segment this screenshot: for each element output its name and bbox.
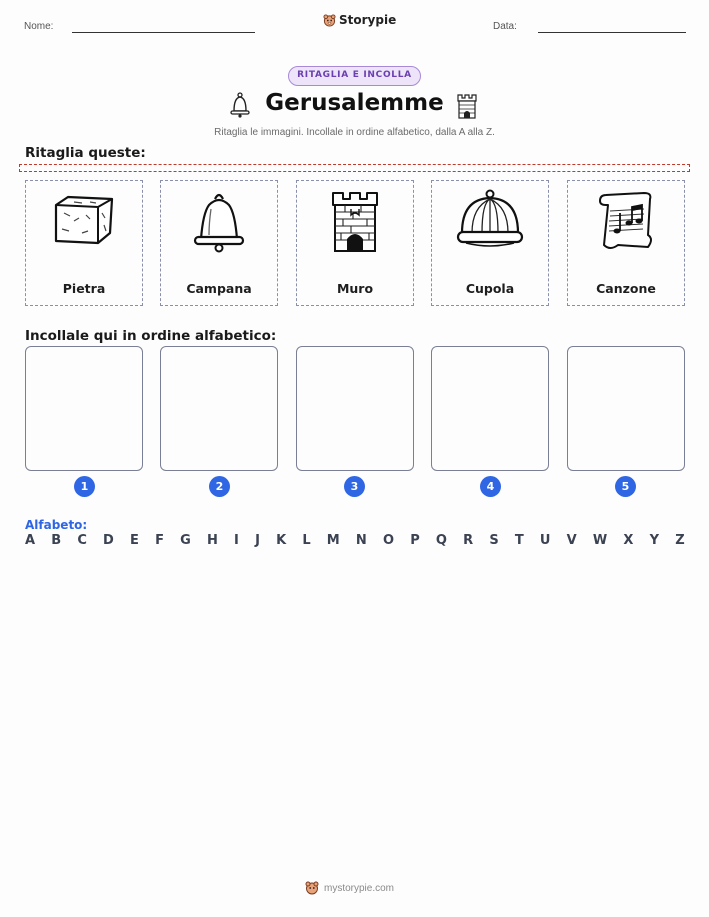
cut-line	[19, 164, 690, 172]
alphabet-letter: N	[355, 533, 367, 548]
alphabet-letter: V	[566, 533, 577, 548]
card-label: Cupola	[465, 281, 515, 296]
cut-card-muro[interactable]	[296, 180, 414, 306]
date-label: Data:	[493, 21, 517, 32]
alphabet-letter: M	[326, 533, 340, 548]
alphabet-letter: B	[51, 533, 62, 548]
date-field[interactable]	[538, 32, 686, 33]
storypie-logo-icon	[323, 14, 336, 27]
slot-number-5: 5	[615, 476, 636, 497]
stone-block-icon	[50, 189, 118, 249]
paste-section-heading: Incollale qui in ordine alfabetico:	[25, 328, 277, 344]
cut-card-pietra[interactable]	[25, 180, 143, 306]
paste-slot-1[interactable]	[25, 346, 143, 471]
brand-name: Storypie	[339, 13, 397, 27]
footer	[305, 881, 394, 895]
alphabet-letter: F	[155, 533, 164, 548]
card-label: Campana	[186, 281, 252, 296]
alphabet-row	[25, 533, 685, 548]
brand-logo	[323, 13, 396, 27]
cut-section-heading: Ritaglia queste:	[25, 145, 146, 161]
alphabet-letter: L	[302, 533, 311, 548]
alphabet-letter: X	[623, 533, 634, 548]
card-label: Canzone	[596, 281, 656, 296]
alphabet-letter: Q	[435, 533, 447, 548]
paste-slot-4[interactable]	[431, 346, 549, 471]
name-label: Nome:	[24, 21, 54, 32]
alphabet-letter: J	[255, 533, 260, 548]
alphabet-letter: R	[463, 533, 474, 548]
tower-icon	[456, 92, 478, 119]
name-field[interactable]	[72, 32, 255, 33]
slot-number-1: 1	[74, 476, 95, 497]
alphabet-letter: U	[539, 533, 551, 548]
music-scroll-icon	[592, 189, 660, 253]
slot-number-4: 4	[480, 476, 501, 497]
card-label: Pietra	[62, 281, 106, 296]
bell-icon	[185, 189, 253, 253]
alphabet-letter: K	[276, 533, 287, 548]
alphabet-letter: D	[103, 533, 114, 548]
alphabet-letter: W	[592, 533, 608, 548]
alphabet-letter: G	[180, 533, 191, 548]
alphabet-letter: T	[514, 533, 524, 548]
slot-number-2: 2	[209, 476, 230, 497]
alphabet-letter: I	[234, 533, 239, 548]
alphabet-letter: O	[382, 533, 395, 548]
cut-card-campana[interactable]	[160, 180, 278, 306]
instructions-text: Ritaglia le immagini. Incollale in ordine alfabetico, dalla A alla Z.	[214, 127, 495, 138]
castle-tower-icon	[321, 189, 389, 253]
activity-badge: RITAGLIA E INCOLLA	[288, 66, 421, 86]
paste-slot-2[interactable]	[160, 346, 278, 471]
paste-slot-3[interactable]	[296, 346, 414, 471]
cut-card-cupola[interactable]	[431, 180, 549, 306]
paste-slot-5[interactable]	[567, 346, 685, 471]
alphabet-letter: P	[410, 533, 420, 548]
cut-card-canzone[interactable]	[567, 180, 685, 306]
footer-url[interactable]: mystorypie.com	[324, 882, 395, 894]
alphabet-letter: A	[25, 533, 36, 548]
card-label: Muro	[336, 281, 374, 296]
alphabet-letter: S	[489, 533, 499, 548]
alphabet-heading: Alfabeto:	[25, 518, 88, 532]
alphabet-letter: E	[130, 533, 139, 548]
dome-icon	[456, 189, 524, 253]
alphabet-letter: Y	[649, 533, 660, 548]
page-title: Gerusalemme	[265, 90, 444, 116]
alphabet-letter: Z	[675, 533, 685, 548]
alphabet-letter: H	[206, 533, 218, 548]
alphabet-letter: C	[77, 533, 87, 548]
slot-number-3: 3	[344, 476, 365, 497]
storypie-logo-icon	[305, 881, 319, 895]
